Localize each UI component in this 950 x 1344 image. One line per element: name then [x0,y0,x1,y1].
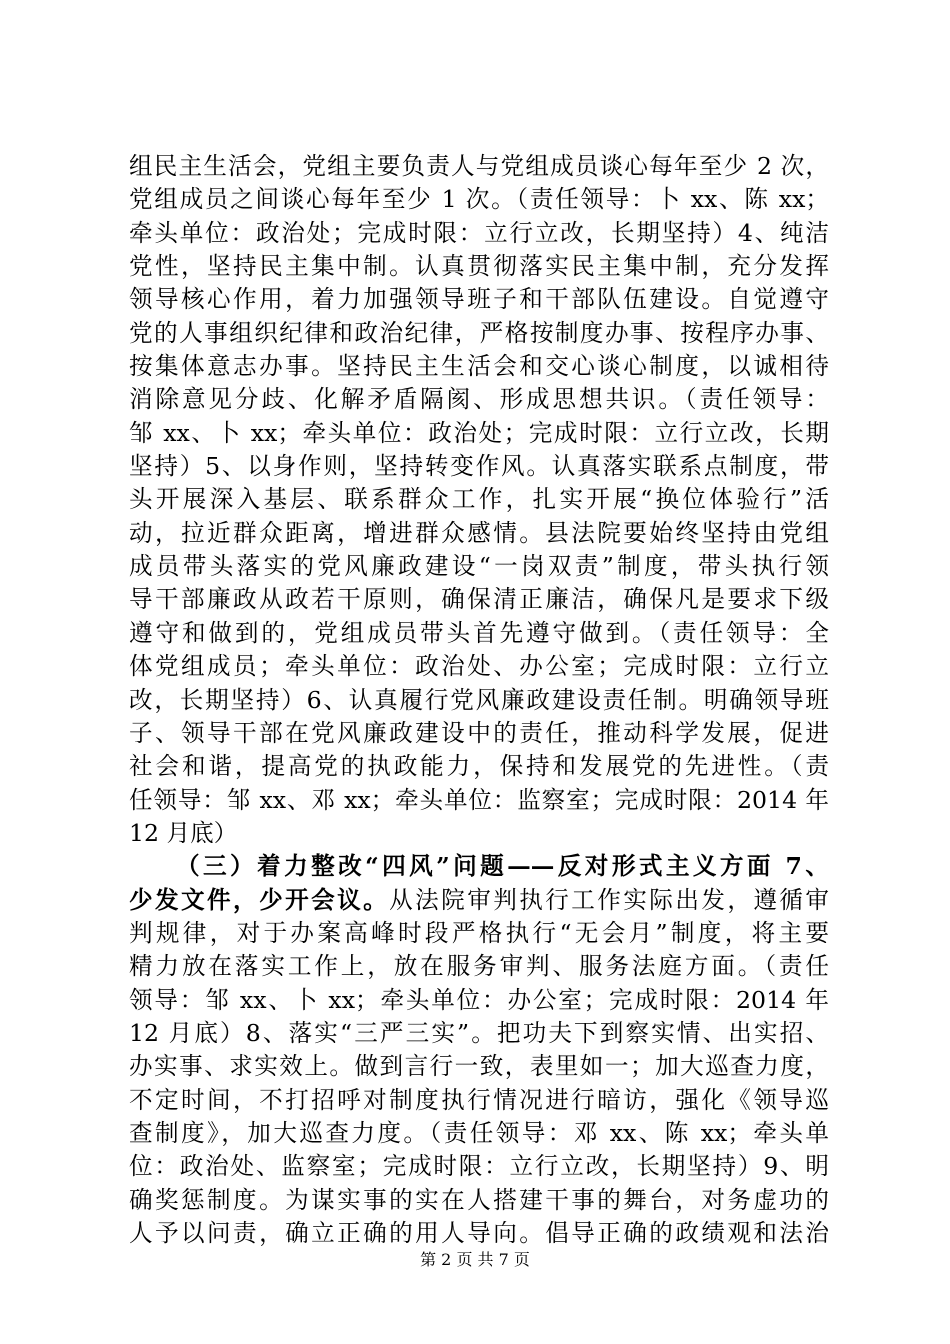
paragraph-2 [129,850,829,1250]
text-line: 党性，坚持民主集中制。认真贯彻落实民主集中制，充分发挥 [129,252,829,281]
text-line: 体党组成员；牵头单位：政治处、办公室；完成时限：立行立 [129,652,829,681]
text-line: 办实事、求实效上。做到言行一致，表里如一；加大巡查力度， [129,1052,829,1081]
text-line: 子、领导干部在党风廉政建设中的责任，推动科学发展，促进 [129,718,829,747]
text-run: 从法院审判执行工作实际出发，遵循审 [389,885,829,914]
text-line: 任领导：邹 xx、邓 xx；牵头单位：监察室；完成时限：2014 年 [129,785,829,814]
text-line: 党组成员之间谈心每年至少 1 次。（责任领导：卜 xx、陈 xx； [129,185,829,214]
text-line: 领导：邹 xx、卜 xx；牵头单位：办公室；完成时限：2014 年 [129,985,829,1014]
text-line: 12 月底） [129,818,238,847]
text-line [129,884,829,917]
section-heading: （三）着力整改“四风”问题——反对形式主义方面 7、 [176,852,829,881]
text-line: 查制度》，加大巡查力度。（责任领导：邓 xx、陈 xx；牵头单 [129,1118,829,1147]
text-line: 遵守和做到的，党组成员带头首先遵守做到。（责任领导：全 [129,618,829,647]
text-line: 社会和谐，提高党的执政能力，保持和发展党的先进性。（责 [129,752,829,781]
text-line: 牵头单位：政治处；完成时限：立行立改，长期坚持）4、纯洁 [129,218,829,247]
text-line: 改，长期坚持）6、认真履行党风廉政建设责任制。明确领导班 [129,685,829,714]
text-line: 坚持）5、以身作则，坚持转变作风。认真落实联系点制度，带 [129,452,829,481]
text-line: 党的人事组织纪律和政治纪律，严格按制度办事、按程序办事、 [129,318,829,347]
text-line: 按集体意志办事。坚持民主生活会和交心谈心制度，以诚相待 [129,352,829,381]
text-line: 消除意见分歧、化解矛盾隔阂、形成思想共识。（责任领导： [129,385,829,414]
text-line: 邹 xx、卜 xx；牵头单位：政治处；完成时限：立行立改，长期 [129,418,829,447]
text-line: 确奖惩制度。为谋实事的实在人搭建干事的舞台，对务虚功的 [129,1185,829,1214]
paragraph-1 [129,150,829,850]
page-number-footer: 第 2 页 共 7 页 [420,1250,530,1269]
text-line: 成员带头落实的党风廉政建设“一岗双责”制度，带头执行领 [129,552,829,581]
text-line: 位：政治处、监察室；完成时限：立行立改，长期坚持）9、明 [129,1152,829,1181]
text-line: 领导核心作用，着力加强领导班子和干部队伍建设。自觉遵守 [129,285,829,314]
text-line: 导干部廉政从政若干原则，确保清正廉洁，确保凡是要求下级 [129,585,829,614]
section-heading-continued: 少发文件，少开会议。 [129,885,390,914]
text-line: 头开展深入基层、联系群众工作，扎实开展“换位体验行”活 [129,485,829,514]
body-text [129,150,829,1250]
text-line: 动，拉近群众距离，增进群众感情。县法院要始终坚持由党组 [129,518,829,547]
text-line: 组民主生活会，党组主要负责人与党组成员谈心每年至少 2 次， [129,152,829,180]
text-line: 12 月底）8、落实“三严三实”。把功夫下到察实情、出实招、 [129,1018,829,1047]
text-line: 判规律，对于办案高峰时段严格执行“无会月”制度，将主要 [129,918,829,947]
text-line: 精力放在落实工作上，放在服务审判、服务法庭方面。（责任 [129,952,829,981]
text-line: 不定时间，不打招呼对制度执行情况进行暗访，强化《领导巡 [129,1085,829,1114]
text-line: 人予以问责，确立正确的用人导向。倡导正确的政绩观和法治 [129,1219,829,1247]
